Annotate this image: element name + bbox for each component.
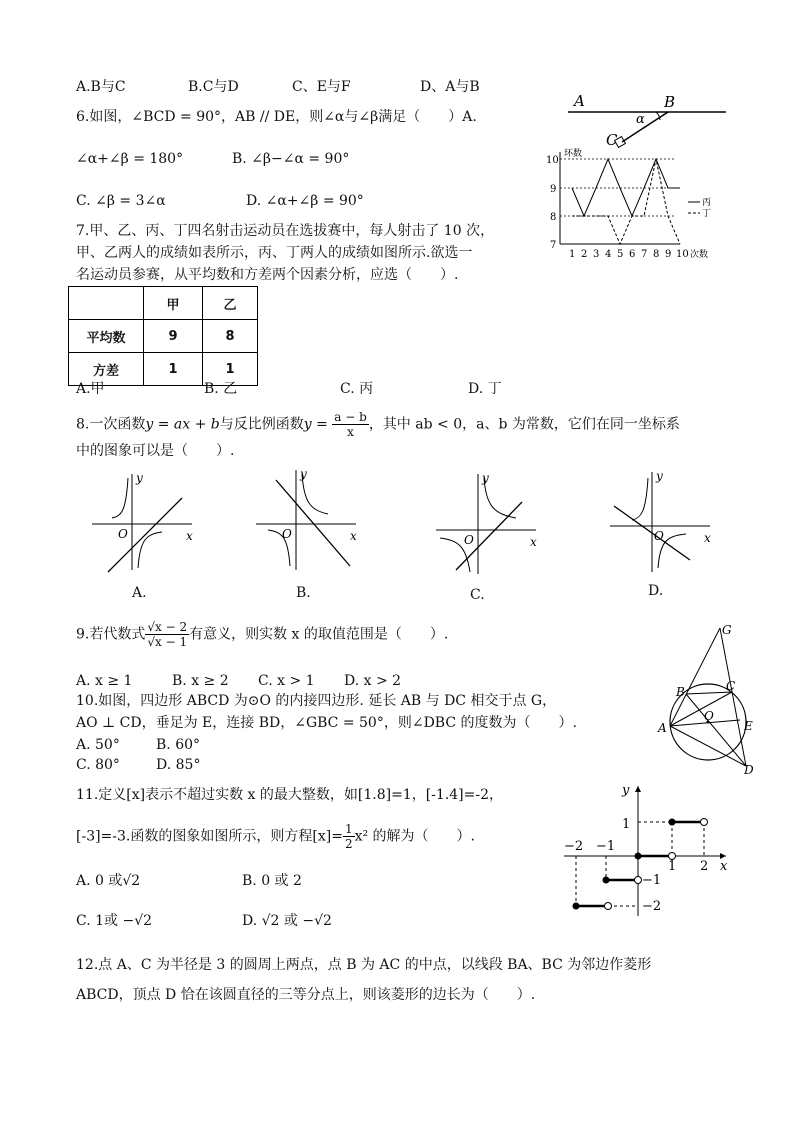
q7-option-a: A.甲	[76, 381, 105, 397]
q8-graph-b	[254, 466, 366, 576]
q7-chart-legend-ding: 丁	[702, 209, 712, 219]
q11-option-c: C. 1或 −√2	[76, 913, 153, 929]
table-cell: 方差	[69, 353, 144, 386]
q7-chart-ytick: 10	[546, 155, 559, 166]
q7-chart-xtick: 4	[605, 249, 612, 260]
q6-option-d: D. ∠α+∠β = 90°	[246, 193, 364, 209]
q12-line-1: 12.点 A、C 为半径是 3 的圆周上两点，点 B 为 AC 的中点，以线段 BA、BC 为邻边作菱形	[76, 957, 652, 973]
q8-graph-a	[88, 470, 200, 580]
q10-label-a: A	[658, 721, 667, 735]
q8-stem	[76, 410, 680, 439]
axis-x-label: x	[186, 529, 193, 543]
q11-option-d: D. √2 或 −√2	[242, 913, 332, 929]
origin-label: O	[654, 529, 664, 543]
q7-chart-xlabel: 次数	[690, 250, 709, 260]
q8-pre: 8.一次函数	[76, 416, 146, 433]
q8-mid: 与反比例函数	[219, 416, 304, 433]
fraction-denominator: √x − 1	[147, 635, 188, 649]
axis-x-label: x	[530, 535, 537, 549]
axis-y-label: y	[656, 469, 663, 483]
q7-score-table	[68, 286, 258, 386]
fraction-denominator: 2	[344, 837, 353, 851]
q11-step-graph	[560, 780, 740, 920]
axis-x-label: x	[704, 531, 711, 545]
q7-chart-xtick: 9	[665, 249, 672, 260]
fraction-denominator: x	[347, 425, 354, 439]
table-row	[69, 320, 258, 353]
origin-label: O	[282, 527, 292, 541]
q7-chart-xtick: 5	[617, 249, 624, 260]
q11-xtick: −1	[596, 839, 616, 854]
q10-option-d: D. 85°	[156, 757, 201, 773]
q7-score-chart	[540, 146, 722, 262]
q6-stem: 6.如图，∠BCD = 90°，AB // DE，则∠α与∠β满足（ ）A.	[76, 109, 477, 125]
axis-y-label: y	[136, 471, 143, 485]
q6-fig-label-c: C	[606, 131, 618, 149]
q8-linear-function: y = ax + b	[145, 416, 220, 433]
q9-fraction	[145, 620, 189, 649]
q7-option-d: D. 丁	[468, 381, 502, 397]
q12-line-2: ABCD，顶点 D 恰在该圆直径的三等分点上，则该菱形的边长为（ ）.	[76, 987, 536, 1003]
q7-chart-xtick: 8	[653, 249, 660, 260]
q9-option-b: B. x ≥ 2	[172, 673, 229, 689]
q11-ytick: −1	[642, 873, 662, 888]
q6-fig-label-alpha: α	[636, 112, 645, 127]
q10-line-2: AO ⊥ CD，垂足为 E，连接 BD，∠GBC = 50°，则∠DBC 的度数为（ ）.	[76, 715, 577, 731]
q11-ytick: −2	[642, 899, 662, 914]
q5-option-b: B.C与D	[188, 79, 239, 95]
q10-option-a: A. 50°	[76, 737, 120, 753]
q10-label-o: O	[704, 709, 714, 723]
q9-option-a: A. x ≥ 1	[76, 673, 133, 689]
q8-label-b: B.	[296, 585, 311, 601]
q9-option-d: D. x > 2	[344, 673, 402, 689]
q10-line-1: 10.如图，四边形 ABCD 为⊙O 的内接四边形. 延长 AB 与 DC 相交于点 G，	[76, 693, 557, 709]
q10-label-d: D	[744, 763, 754, 774]
table-header-cell: 甲	[144, 287, 203, 320]
q5-option-d: D、A与B	[420, 79, 480, 95]
q8-line-2: 中的图象可以是（ ）.	[76, 443, 235, 459]
q5-option-c: C、E与F	[292, 79, 351, 95]
q11-ytick: 1	[622, 817, 631, 832]
origin-label: O	[118, 527, 128, 541]
q10-label-g: G	[722, 623, 732, 637]
q8-inverse-function: y =	[303, 416, 328, 433]
q7-chart-ylabel: 环数	[564, 149, 583, 159]
q6-option-b: B. ∠β−∠α = 90°	[232, 151, 350, 167]
q7-chart-ytick: 7	[550, 240, 557, 251]
q8-label-c: C.	[470, 587, 485, 603]
q11-option-b: B. 0 或 2	[242, 873, 302, 889]
q7-chart-xtick: 6	[629, 249, 636, 260]
q6-fig-label-b: B	[664, 93, 676, 111]
q11-half	[343, 822, 355, 851]
q8-graph-c	[432, 470, 544, 580]
q7-option-c: C. 丙	[340, 381, 374, 397]
q7-line-3: 名运动员参赛，从平均数和方差两个因素分析，应选（ ）.	[76, 267, 459, 283]
fraction-numerator: a − b	[334, 410, 367, 424]
q7-chart-ytick: 9	[550, 184, 557, 195]
table-header-cell: 乙	[203, 287, 258, 320]
q10-option-b: B. 60°	[156, 737, 201, 753]
q9-option-c: C. x > 1	[258, 673, 315, 689]
q11-option-a: A. 0 或√2	[76, 873, 141, 889]
q11-xtick: −2	[564, 839, 584, 854]
q7-chart-xtick: 7	[641, 249, 648, 260]
q10-label-c: C	[726, 679, 736, 693]
q8-fraction	[332, 410, 369, 439]
table-cell: 平均数	[69, 320, 144, 353]
q7-chart-ytick: 8	[550, 212, 557, 223]
q7-chart-xtick: 2	[581, 249, 588, 260]
q6-option-c: C. ∠β = 3∠α	[76, 193, 166, 209]
fraction-numerator: √x − 2	[147, 620, 188, 634]
q8-label-d: D.	[648, 583, 664, 599]
q6-option-a: ∠α+∠β = 180°	[76, 151, 184, 167]
axis-x-label: x	[350, 529, 357, 543]
q6-figure	[560, 90, 730, 152]
q7-chart-legend-bing: 丙	[702, 198, 712, 208]
origin-label: O	[464, 533, 474, 547]
table-cell: 1	[203, 353, 258, 386]
q7-option-b: B. 乙	[204, 381, 238, 397]
axis-y-label: y	[482, 471, 489, 485]
q9-pre: 9.若代数式	[76, 626, 146, 643]
table-cell: 1	[144, 353, 203, 386]
table-header-cell	[69, 287, 144, 320]
q11-xtick: 1	[668, 859, 677, 874]
q7-chart-xtick: 3	[593, 249, 600, 260]
q11-axis-y: y	[622, 783, 630, 798]
table-cell: 8	[203, 320, 258, 353]
q7-chart-xtick: 1	[569, 249, 576, 260]
q10-option-c: C. 80°	[76, 757, 120, 773]
q11-axis-x: x	[720, 859, 728, 874]
q7-line-2: 甲、乙两人的成绩如表所示，丙、丁两人的成绩如图所示.欲选一	[76, 245, 473, 261]
q9-post: 有意义，则实数 x 的取值范围是（ ）.	[189, 626, 449, 643]
q6-fig-label-a: A	[574, 92, 585, 110]
table-cell: 9	[144, 320, 203, 353]
q8-label-a: A.	[132, 585, 147, 601]
q7-chart-xtick: 10	[676, 249, 689, 260]
q11-line-2	[76, 822, 475, 851]
q10-label-e: E	[744, 719, 753, 733]
q8-post: ，其中 ab < 0，a、b 为常数，它们在同一坐标系	[368, 416, 680, 433]
q11-line-2-pre: [-3]=-3.函数的图象如图所示，则方程[x]=	[76, 828, 343, 845]
q10-label-b: B	[676, 685, 685, 699]
q11-line-2-post: x² 的解为（ ）.	[354, 828, 475, 845]
axis-y-label: y	[300, 467, 307, 481]
q11-line-1: 11.定义[x]表示不超过实数 x 的最大整数，如[1.8]=1，[-1.4]=-2，	[76, 787, 503, 803]
q10-circle-figure	[656, 618, 756, 774]
table-row	[69, 287, 258, 320]
q8-graph-d	[606, 468, 718, 578]
q5-option-a: A.B与C	[76, 79, 126, 95]
q11-xtick: 2	[700, 859, 709, 874]
fraction-numerator: 1	[344, 822, 353, 836]
q7-line-1: 7.甲、乙、丙、丁四名射击运动员在选拔赛中，每人射击了 10 次，	[76, 223, 495, 239]
q9-stem	[76, 620, 448, 649]
